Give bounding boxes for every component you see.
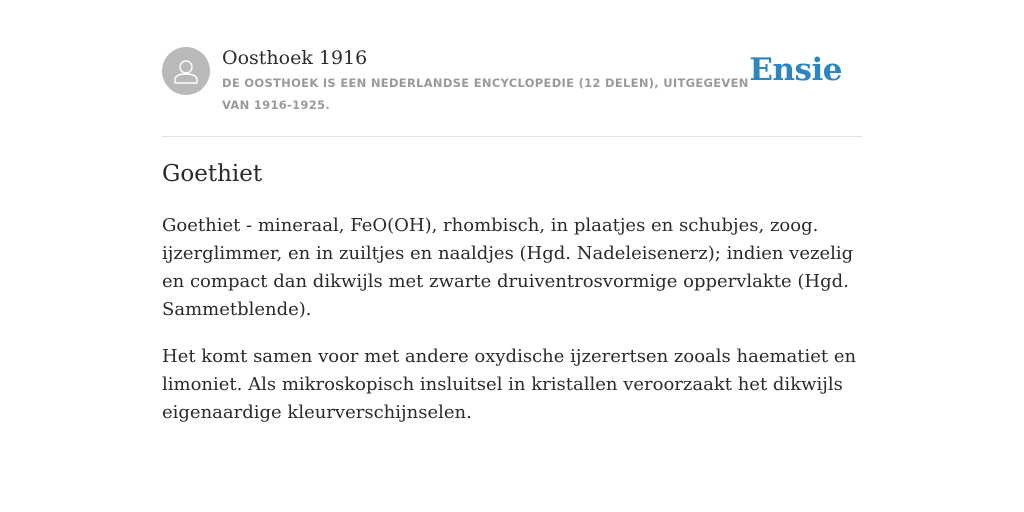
source-header	[162, 46, 862, 137]
brand-logo[interactable]: Ensie	[749, 52, 842, 88]
article-paragraph-1: Goethiet - mineraal, FeO(OH), rhombisch, in plaatjes en schubjes, zoog. ijzerglimmer, en in zuiltjes en naaldjes (Hgd. Nadeleisenerz); indien vezelig en compact dan dikwijls met zwarte druiventrosvormige oppervlakte (Hgd. Sammetblende).	[162, 215, 854, 320]
article	[162, 158, 862, 427]
article-paragraph-2: Het komt samen voor met andere oxydische ijzerertsen zooals haematiet en limoniet. Als mikroskopisch insluitsel in kristallen veroorzaakt het dikwijls eigenaardige kleurverschijnselen.	[162, 346, 857, 423]
source-description: DE OOSTHOEK IS EEN NEDERLANDSE ENCYCLOPEDIE (12 DELEN), UITGEGEVEN VAN 1916-1925.	[222, 76, 749, 112]
source-title[interactable]: Oosthoek 1916	[222, 47, 368, 69]
person-outline-icon	[162, 47, 210, 95]
article-title: Goethiet	[162, 161, 263, 187]
user-avatar-icon[interactable]	[162, 47, 210, 95]
